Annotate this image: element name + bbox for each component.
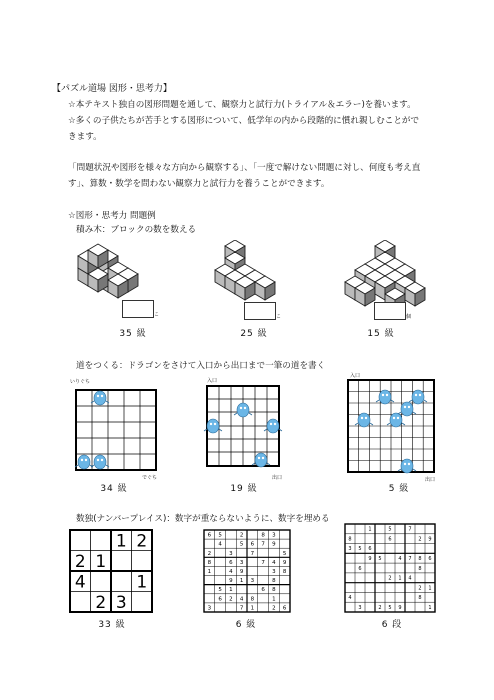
sudoku-digit: 5 xyxy=(218,532,222,539)
sudoku-digit: 1 xyxy=(229,587,233,594)
sudoku-digit: 1 xyxy=(136,572,148,593)
sudoku-digit: 4 xyxy=(408,575,412,582)
quote-line1: 「問題状況や図形を様々な方向から観察する」、「一度で解けない問題に対し、何度も考え直 xyxy=(68,163,421,173)
sudoku-digit: 6 xyxy=(261,587,265,594)
sudoku-digit: 5 xyxy=(378,556,382,563)
sudoku-digit: 1 xyxy=(272,596,276,603)
sudoku-digit: 5 xyxy=(218,587,222,594)
sudoku-digit: 1 xyxy=(428,604,432,611)
sudoku-digit: 6 xyxy=(229,559,233,566)
sudoku-digit: 9 xyxy=(368,556,372,563)
sudoku-digit: 9 xyxy=(272,541,276,548)
sudoku-digit: 4 xyxy=(239,596,244,603)
sudoku-digit: 2 xyxy=(239,532,244,539)
sudoku-digit: 6 xyxy=(388,536,392,543)
sudoku-digit: 8 xyxy=(418,565,422,572)
sudoku-digit: 9 xyxy=(398,604,402,611)
sudoku-digit: 8 xyxy=(207,559,212,566)
sudoku-title: 数独(ナンバープレイス)：数字が重ならないように、数字を埋める xyxy=(76,514,330,524)
answer-unit-35: こ xyxy=(154,312,160,318)
level-label-34: 34 級 xyxy=(100,484,128,494)
sudoku-digit: 2 xyxy=(418,585,422,592)
level-label-15: 15 級 xyxy=(367,329,395,339)
sudoku-digit: 2 xyxy=(272,605,276,612)
sudoku-digit: 4 xyxy=(218,541,222,548)
sudoku-digit: 4 xyxy=(348,595,352,602)
sudoku-digit: 5 xyxy=(239,541,244,548)
sudoku-grid-6kyu xyxy=(204,530,290,612)
sudoku-digit: 2 xyxy=(136,531,148,552)
sudoku-digit: 9 xyxy=(229,578,233,585)
sudoku-digit: 7 xyxy=(408,526,412,533)
road-puzzle-5 xyxy=(348,380,434,473)
sudoku-puzzles xyxy=(60,522,450,614)
sudoku-digit: 6 xyxy=(368,546,372,553)
sudoku-digit: 1 xyxy=(239,578,244,585)
sudoku-digit: 4 xyxy=(74,572,86,593)
sudoku-digit: 5 xyxy=(388,526,392,533)
sudoku-digit: 3 xyxy=(239,559,244,566)
sudoku-digit: 4 xyxy=(398,556,402,563)
sudoku-digit: 3 xyxy=(348,546,352,553)
level-label-35: 35 級 xyxy=(119,329,147,339)
sudoku-digit: 2 xyxy=(74,551,86,572)
sudoku-digit: 2 xyxy=(378,604,382,611)
road-puzzle-34 xyxy=(75,390,156,470)
sudoku-digit: 6 xyxy=(282,605,287,612)
sudoku-digit: 6 xyxy=(428,556,432,563)
level-label-33: 33 級 xyxy=(98,620,126,630)
sudoku-digit: 8 xyxy=(348,536,352,543)
sudoku-digit: 7 xyxy=(250,550,255,557)
sudoku-digit: 3 xyxy=(207,605,212,612)
sudoku-digit: 7 xyxy=(239,605,244,612)
sudoku-digit: 2 xyxy=(95,592,107,613)
sudoku-digit: 6 xyxy=(358,565,362,572)
answer-box-35[interactable] xyxy=(122,300,154,318)
quote-line2: す」、算数・数学を問わない観察力と試行力を養うことができます。 xyxy=(68,179,330,189)
road-title: 道をつくる：ドラゴンをさけて入口から出口まで一筆の道を書く xyxy=(76,361,326,371)
level-label-25: 25 級 xyxy=(240,329,268,339)
block-figure-35 xyxy=(78,244,138,298)
sudoku-digit: 8 xyxy=(250,596,255,603)
bullet-observation: ☆本テキスト独自の図形問題を通して、観察力と試行力(トライアル＆エラー)を養います。 xyxy=(68,100,416,110)
sudoku-digit: 3 xyxy=(358,604,362,611)
sudoku-grid-33 xyxy=(70,530,152,613)
level-label-19: 19 級 xyxy=(230,484,258,494)
road-puzzle-19 xyxy=(204,386,282,467)
sudoku-digit: 8 xyxy=(272,578,276,585)
answer-box-15[interactable] xyxy=(374,302,406,320)
road-entry-label-34: いりぐち xyxy=(70,379,91,385)
sudoku-digit: 5 xyxy=(282,550,287,557)
sudoku-digit: 8 xyxy=(418,556,422,563)
answer-unit-15: 個 xyxy=(406,314,412,320)
sudoku-digit: 1 xyxy=(398,575,402,582)
level-label-6kyu: 6 級 xyxy=(235,620,257,630)
road-exit-label-5: 出口 xyxy=(425,477,436,483)
sudoku-digit: 3 xyxy=(272,568,276,575)
sudoku-digit: 8 xyxy=(261,532,265,539)
sudoku-digit: 1 xyxy=(368,526,372,533)
road-exit-label-34: でぐち xyxy=(142,475,158,481)
sudoku-digit: 7 xyxy=(261,559,265,566)
sudoku-digit: 2 xyxy=(207,550,212,557)
sudoku-digit: 4 xyxy=(272,559,276,566)
sudoku-digit: 3 xyxy=(272,532,276,539)
sudoku-digit: 5 xyxy=(388,604,392,611)
sudoku-digit: 6 xyxy=(250,541,255,548)
sudoku-digit: 3 xyxy=(250,578,255,585)
sudoku-digit: 1 xyxy=(250,605,255,612)
sudoku-digit: 1 xyxy=(115,531,127,552)
road-entry-label-19: 入口 xyxy=(207,378,218,384)
sudoku-digit: 8 xyxy=(282,568,287,575)
bullet-figures-line1: ☆多くの子供たちが苦手とする図形について、低学年の内から段階的に慣れ親しむことがで xyxy=(68,116,420,126)
sudoku-digit: 1 xyxy=(95,551,107,572)
bullet-figures-line2: きます。 xyxy=(68,132,102,142)
sudoku-digit: 8 xyxy=(272,587,276,594)
road-puzzles xyxy=(60,370,450,480)
block-figure-25 xyxy=(215,240,275,300)
sudoku-digit: 1 xyxy=(207,568,212,575)
sudoku-digit: 9 xyxy=(282,559,287,566)
sudoku-digit: 1 xyxy=(428,585,432,592)
page-title: 【パズル道場 図形・思考力】 xyxy=(52,84,172,94)
road-entry-label-5: 入口 xyxy=(350,373,361,379)
blocks-title: 積み木：ブロックの数を数える xyxy=(76,225,197,235)
sudoku-digit: 6 xyxy=(218,596,222,603)
sudoku-digit: 7 xyxy=(408,556,412,563)
sudoku-grid-6dan xyxy=(345,524,435,612)
answer-unit-25: こ xyxy=(276,314,282,320)
sudoku-digit: 2 xyxy=(388,575,392,582)
sudoku-digit: 7 xyxy=(261,541,265,548)
sudoku-digit: 8 xyxy=(418,595,422,602)
level-label-6dan: 6 段 xyxy=(381,620,403,630)
sudoku-digit: 9 xyxy=(428,536,432,543)
sudoku-digit: 6 xyxy=(207,532,212,539)
sudoku-digit: 2 xyxy=(418,536,422,543)
sudoku-digit: 2 xyxy=(229,596,233,603)
sudoku-digit: 3 xyxy=(229,550,233,557)
sudoku-digit: 9 xyxy=(239,568,244,575)
examples-heading: ☆図形・思考力 問題例 xyxy=(68,211,156,221)
sudoku-digit: 4 xyxy=(229,568,233,575)
road-exit-label-19: 出口 xyxy=(272,475,283,481)
sudoku-digit: 3 xyxy=(115,592,127,613)
sudoku-digit: 5 xyxy=(358,546,362,553)
level-label-5: 5 級 xyxy=(388,484,410,494)
answer-box-25[interactable] xyxy=(244,302,276,320)
